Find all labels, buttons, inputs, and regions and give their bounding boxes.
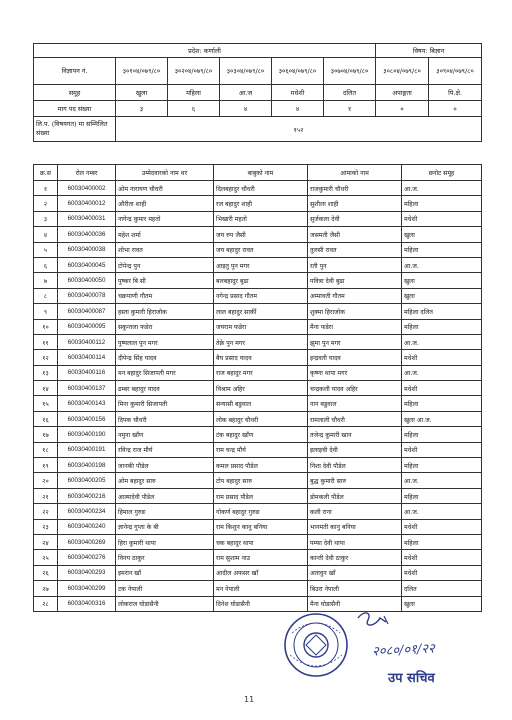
table-row: [34, 381, 482, 396]
row-sn: २३: [34, 519, 58, 534]
table-row: [34, 273, 482, 288]
row-roll-number: 60030400038: [58, 242, 116, 257]
row-sn: १२: [34, 350, 58, 365]
row-sn: २६: [34, 565, 58, 580]
row-roll-number: 60030400299: [58, 581, 116, 596]
row-selection-group: खुला आ.ज.: [402, 411, 482, 426]
group-cell: खुला: [116, 85, 168, 101]
table-row: [34, 181, 482, 196]
table-row: [34, 242, 482, 257]
official-seal-stamp: [282, 611, 350, 679]
row-sn: २७: [34, 581, 58, 596]
demand-cell: ३: [116, 101, 168, 117]
group-label: समूह: [34, 85, 116, 101]
demand-label: माग पद संख्या: [34, 101, 116, 117]
row-father-name: बैघ प्रसाद यादव: [214, 350, 308, 365]
row-candidate-name: ओम नारायण चौधरी: [116, 181, 214, 196]
table-row: [34, 334, 482, 349]
table-row: [34, 288, 482, 303]
header-father: बाबुको नाम: [214, 165, 308, 181]
row-mother-name: डोमकली पौडेल: [308, 488, 402, 503]
row-candidate-name: ओम बहादुर सारु: [116, 473, 214, 488]
row-candidate-name: महेश शर्मा: [116, 227, 214, 242]
table-header-row: [34, 165, 482, 181]
row-sn: १९: [34, 458, 58, 473]
row-roll-number: 60030400036: [58, 227, 116, 242]
row-selection-group: खुला: [402, 288, 482, 303]
row-sn: १३: [34, 365, 58, 380]
row-candidate-name: पुष्कर बि सी: [116, 273, 214, 288]
row-selection-group: खुला: [402, 596, 482, 611]
row-sn: ९: [34, 304, 58, 319]
row-sn: २४: [34, 534, 58, 549]
row-mother-name: मैना घोडासैनी: [308, 596, 402, 611]
table-row: [34, 411, 482, 426]
table-row: [34, 504, 482, 519]
row-father-name: राम चन्द्र मौर्य: [214, 442, 308, 457]
row-candidate-name: चक्रपाणी गौतम: [116, 288, 214, 303]
row-roll-number: 60030400137: [58, 381, 116, 396]
row-roll-number: 60030400050: [58, 273, 116, 288]
row-roll-number: 60030400112: [58, 334, 116, 349]
province-label: प्रदेश: कर्णाली: [34, 44, 376, 58]
row-candidate-name: ज्ञानेन्द्र गुप्ता के बी: [116, 519, 214, 534]
row-father-name: जय रुप जैसी: [214, 227, 308, 242]
row-sn: १०: [34, 319, 58, 334]
row-selection-group: आ.ज.: [402, 504, 482, 519]
row-father-name: लोक बहादुर चौधरी: [214, 411, 308, 426]
row-selection-group: महिला: [402, 427, 482, 442]
row-mother-name: इन्द्रवती यादव: [308, 350, 402, 365]
page-number: 11: [244, 695, 255, 704]
row-selection-group: मधेशी: [402, 381, 482, 396]
applicants-total: १५२: [116, 117, 482, 142]
row-mother-name: निशा देवी पौडेल: [308, 458, 402, 473]
row-candidate-name: विनय ठाकुर: [116, 550, 214, 565]
row-sn: १६: [34, 411, 58, 426]
row-father-name: दिलबहादुर चौधरी: [214, 181, 308, 196]
group-cell: आ.ज: [220, 85, 272, 101]
table-row: [34, 519, 482, 534]
row-mother-name: झुमा पुन मगर: [308, 334, 402, 349]
row-candidate-name: हिरा कुमारी थापा: [116, 534, 214, 549]
row-sn: ४: [34, 227, 58, 242]
table-row: [34, 550, 482, 565]
row-candidate-name: इमरान खाँ: [116, 565, 214, 580]
row-father-name: राम प्रसाद पौडेल: [214, 488, 308, 503]
row-candidate-name: हस्ता कुमारी हिराजोक: [116, 304, 214, 319]
table-row: [34, 257, 482, 272]
table-row: [34, 534, 482, 549]
row-father-name: आइतु पुन मगर: [214, 257, 308, 272]
row-father-name: तेक्रे पुन मगर: [214, 334, 308, 349]
row-father-name: राम किशुन कानु बनिया: [214, 519, 308, 534]
row-roll-number: 60030400276: [58, 550, 116, 565]
table-row: [34, 458, 482, 473]
row-roll-number: 60030400045: [58, 257, 116, 272]
row-father-name: जय बहादुर रावत: [214, 242, 308, 257]
row-candidate-name: ढम्बर बहादुर यादव: [116, 381, 214, 396]
row-mother-name: चन्द्रकली यादव अहिर: [308, 381, 402, 396]
row-sn: २: [34, 196, 58, 211]
table-row: [34, 473, 482, 488]
advert-code-cell: ३०९०४/०७९/८०: [429, 58, 482, 85]
row-father-name: सन्यासी बडुवाल: [214, 396, 308, 411]
signature-date: २०८०/०१/२२: [371, 641, 436, 660]
row-sn: ११: [34, 334, 58, 349]
demand-row: [34, 101, 482, 117]
candidates-table: [33, 164, 482, 612]
candidates-body: [34, 181, 482, 612]
row-candidate-name: नागेन्द्र कुमार महतो: [116, 211, 214, 226]
row-selection-group: आ.ज.: [402, 257, 482, 272]
row-candidate-name: आत्मादेवी पौडेल: [116, 488, 214, 503]
header-name: उम्मेदवारको नाम थर: [116, 165, 214, 181]
table-row: [34, 581, 482, 596]
row-candidate-name: टोपेन्द्र पुन: [116, 257, 214, 272]
row-mother-name: तुलसी रावत: [308, 242, 402, 257]
table-row: [34, 211, 482, 226]
row-selection-group: आ.ज.: [402, 473, 482, 488]
row-selection-group: महिला: [402, 534, 482, 549]
row-selection-group: महिला: [402, 458, 482, 473]
row-father-name: राज बहादुर मगर: [214, 365, 308, 380]
row-roll-number: 60030400205: [58, 473, 116, 488]
demand-cell: ०: [429, 101, 482, 117]
row-sn: २०: [34, 473, 58, 488]
row-mother-name: सुर्जकला देवी: [308, 211, 402, 226]
row-roll-number: 60030400012: [58, 196, 116, 211]
row-candidate-name: जानकी पौडेल: [116, 458, 214, 473]
advert-code-cell: ३०३०४/०७९/८०: [220, 58, 272, 85]
row-sn: १: [34, 181, 58, 196]
table-row: [34, 350, 482, 365]
row-sn: १५: [34, 396, 58, 411]
row-selection-group: महिला: [402, 396, 482, 411]
row-father-name: टंक बहादुर खाँण: [214, 427, 308, 442]
demand-cell: ०: [376, 101, 429, 117]
row-father-name: टोप बहादुर सारु: [214, 473, 308, 488]
row-roll-number: 60030400198: [58, 458, 116, 473]
row-roll-number: 60030400234: [58, 504, 116, 519]
row-selection-group: महिला: [402, 319, 482, 334]
row-mother-name: कान्ती देवी ठाकुर: [308, 550, 402, 565]
row-sn: २२: [34, 504, 58, 519]
row-mother-name: कृष्णा थापा मगर: [308, 365, 402, 380]
row-roll-number: 60030400095: [58, 319, 116, 334]
row-mother-name: कली राना: [308, 504, 402, 519]
table-row: [34, 365, 482, 380]
row-father-name: चक बहादुर थापा: [214, 534, 308, 549]
row-selection-group: मधेशी: [402, 442, 482, 457]
row-selection-group: दलित: [402, 581, 482, 596]
row-father-name: राम सुशाम नाउ: [214, 550, 308, 565]
row-father-name: नगेन्द्र प्रसाद गौतम: [214, 288, 308, 303]
row-roll-number: 60030400191: [58, 442, 116, 457]
row-mother-name: भानमती कानु बनिया: [308, 519, 402, 534]
row-sn: ७: [34, 273, 58, 288]
header-roll: रोल नम्बर: [58, 165, 116, 181]
row-mother-name: पम्फा देवी थापा: [308, 534, 402, 549]
row-sn: ३: [34, 211, 58, 226]
row-selection-group: महिला: [402, 196, 482, 211]
row-selection-group: आ.ज.: [402, 181, 482, 196]
row-roll-number: 60030400087: [58, 304, 116, 319]
advert-code-cell: ३०२०४/०७९/८०: [168, 58, 220, 85]
row-roll-number: 60030400002: [58, 181, 116, 196]
row-mother-name: अतावुन खाँ: [308, 565, 402, 580]
row-sn: २१: [34, 488, 58, 503]
advert-code-cell: ३०६०४/०७९/८०: [272, 58, 324, 85]
row-selection-group: मधेशी: [402, 211, 482, 226]
row-selection-group: महिला: [402, 242, 482, 257]
table-row: [34, 488, 482, 503]
group-cell: मधेशी: [272, 85, 324, 101]
row-mother-name: रामलाली चौधरी: [308, 411, 402, 426]
row-candidate-name: दिपक चौधरी: [116, 411, 214, 426]
table-row: [34, 319, 482, 334]
row-candidate-name: मिना कुमारी सिजापती: [116, 396, 214, 411]
demand-cell: १: [324, 101, 376, 117]
row-roll-number: 60030400190: [58, 427, 116, 442]
row-roll-number: 60030400269: [58, 534, 116, 549]
row-roll-number: 60030400078: [58, 288, 116, 303]
row-selection-group: आ.ज.: [402, 334, 482, 349]
row-father-name: कमल प्रसाद पौडेल: [214, 458, 308, 473]
row-candidate-name: दीपेन्द्र सिंह यादव: [116, 350, 214, 365]
row-selection-group: मधेशी: [402, 565, 482, 580]
row-roll-number: 60030400316: [58, 596, 116, 611]
advert-code-cell: ३०७०४/०७९/८०: [324, 58, 376, 85]
demand-cell: ४: [220, 101, 272, 117]
signatory-title: उप सचिव: [388, 671, 435, 686]
row-candidate-name: टक नेपाली: [116, 581, 214, 596]
header-group: छनोट समूह: [402, 165, 482, 181]
row-candidate-name: पुष्पलाल पुन मगर: [116, 334, 214, 349]
row-father-name: विश्राम अहिर: [214, 381, 308, 396]
row-mother-name: सुशीला शाही: [308, 196, 402, 211]
table-row: [34, 196, 482, 211]
row-mother-name: नान बडुवाल: [308, 396, 402, 411]
table-row: [34, 227, 482, 242]
row-mother-name: अम्मावती गौतम: [308, 288, 402, 303]
row-father-name: आदील अफसर खाँ: [214, 565, 308, 580]
row-father-name: मन नेपाली: [214, 581, 308, 596]
group-cell: महिला: [168, 85, 220, 101]
row-father-name: दिनेश घोडासैनी: [214, 596, 308, 611]
row-father-name: भिखारी महतो: [214, 211, 308, 226]
row-candidate-name: औरीता शाही: [116, 196, 214, 211]
row-roll-number: 60030400240: [58, 519, 116, 534]
row-sn: ८: [34, 288, 58, 303]
table-row: [34, 396, 482, 411]
table-row: [34, 304, 482, 319]
group-cell: दलित: [324, 85, 376, 101]
row-candidate-name: सकुन्तला फडेरा: [116, 319, 214, 334]
group-row: [34, 85, 482, 101]
row-roll-number: 60030400031: [58, 211, 116, 226]
advert-code-cell: ३०१०४/०७९/८०: [116, 58, 168, 85]
advert-code-row: [34, 58, 482, 85]
row-mother-name: तजेन्द्र कुमारी खान: [308, 427, 402, 442]
row-sn: २८: [34, 596, 58, 611]
row-roll-number: 60030400293: [58, 565, 116, 580]
table-row: [34, 442, 482, 457]
row-roll-number: 60030400143: [58, 396, 116, 411]
row-selection-group: महिला दलित: [402, 304, 482, 319]
row-selection-group: खुला: [402, 227, 482, 242]
row-candidate-name: लोकराज घोडासैनी: [116, 596, 214, 611]
row-sn: १४: [34, 381, 58, 396]
demand-cell: ६: [168, 101, 220, 117]
row-father-name: जयराम फडेरा: [214, 319, 308, 334]
row-selection-group: मधेशी: [402, 519, 482, 534]
row-selection-group: महिला: [402, 488, 482, 503]
subject-label: विषय: बिज्ञान: [376, 44, 482, 58]
group-cell: अपाङ्गता: [376, 85, 429, 101]
row-roll-number: 60030400116: [58, 365, 116, 380]
row-candidate-name: नमुना खाँण: [116, 427, 214, 442]
row-candidate-name: मन बहादुर सिजापती मगर: [116, 365, 214, 380]
row-roll-number: 60030400156: [58, 411, 116, 426]
row-father-name: बलबहादुर बुढा: [214, 273, 308, 288]
row-mother-name: राजकुमारी चौधरी: [308, 181, 402, 196]
header-mother: आमाको नाम: [308, 165, 402, 181]
row-mother-name: जसमती जैसी: [308, 227, 402, 242]
row-selection-group: मधेशी: [402, 350, 482, 365]
row-mother-name: बिउरा नेपाली: [308, 581, 402, 596]
row-selection-group: मधेशी: [402, 550, 482, 565]
row-father-name: गोकर्ण बहादुर गुरुङ: [214, 504, 308, 519]
table-row: [34, 565, 482, 580]
row-father-name: रज बहादुर शाही: [214, 196, 308, 211]
header-sn: क्र.स: [34, 165, 58, 181]
row-selection-group: खुला: [402, 273, 482, 288]
row-roll-number: 60030400114: [58, 350, 116, 365]
row-mother-name: रती पुन: [308, 257, 402, 272]
row-sn: ६: [34, 257, 58, 272]
row-mother-name: मैना फडेरा: [308, 319, 402, 334]
applicants-label: लि.प. (विषयगत) मा सम्मिलित संख्या: [34, 117, 116, 142]
row-father-name: लाल बहादुर सार्की: [214, 304, 308, 319]
row-selection-group: आ.ज.: [402, 365, 482, 380]
row-mother-name: इलाइची देवी: [308, 442, 402, 457]
group-cell: पि.क्षे.: [429, 85, 482, 101]
row-candidate-name: हिमाल गुरुङ: [116, 504, 214, 519]
advert-no-label: विज्ञापन नं.: [34, 58, 116, 85]
demand-cell: ४: [272, 101, 324, 117]
table-row: [34, 427, 482, 442]
row-sn: १८: [34, 442, 58, 457]
row-sn: १७: [34, 427, 58, 442]
row-mother-name: बुद्ध कुमारी सारु: [308, 473, 402, 488]
row-mother-name: शुक्मा हिराजोक: [308, 304, 402, 319]
row-candidate-name: शोभा रावत: [116, 242, 214, 257]
summary-table: [33, 43, 482, 142]
advert-code-cell: ३०८०४/०७९/८०: [376, 58, 429, 85]
row-roll-number: 60030400216: [58, 488, 116, 503]
row-candidate-name: रविन्द्र राज मौर्य: [116, 442, 214, 457]
row-sn: ५: [34, 242, 58, 257]
row-sn: २५: [34, 550, 58, 565]
row-mother-name: पवित्रा देवी बुढा: [308, 273, 402, 288]
